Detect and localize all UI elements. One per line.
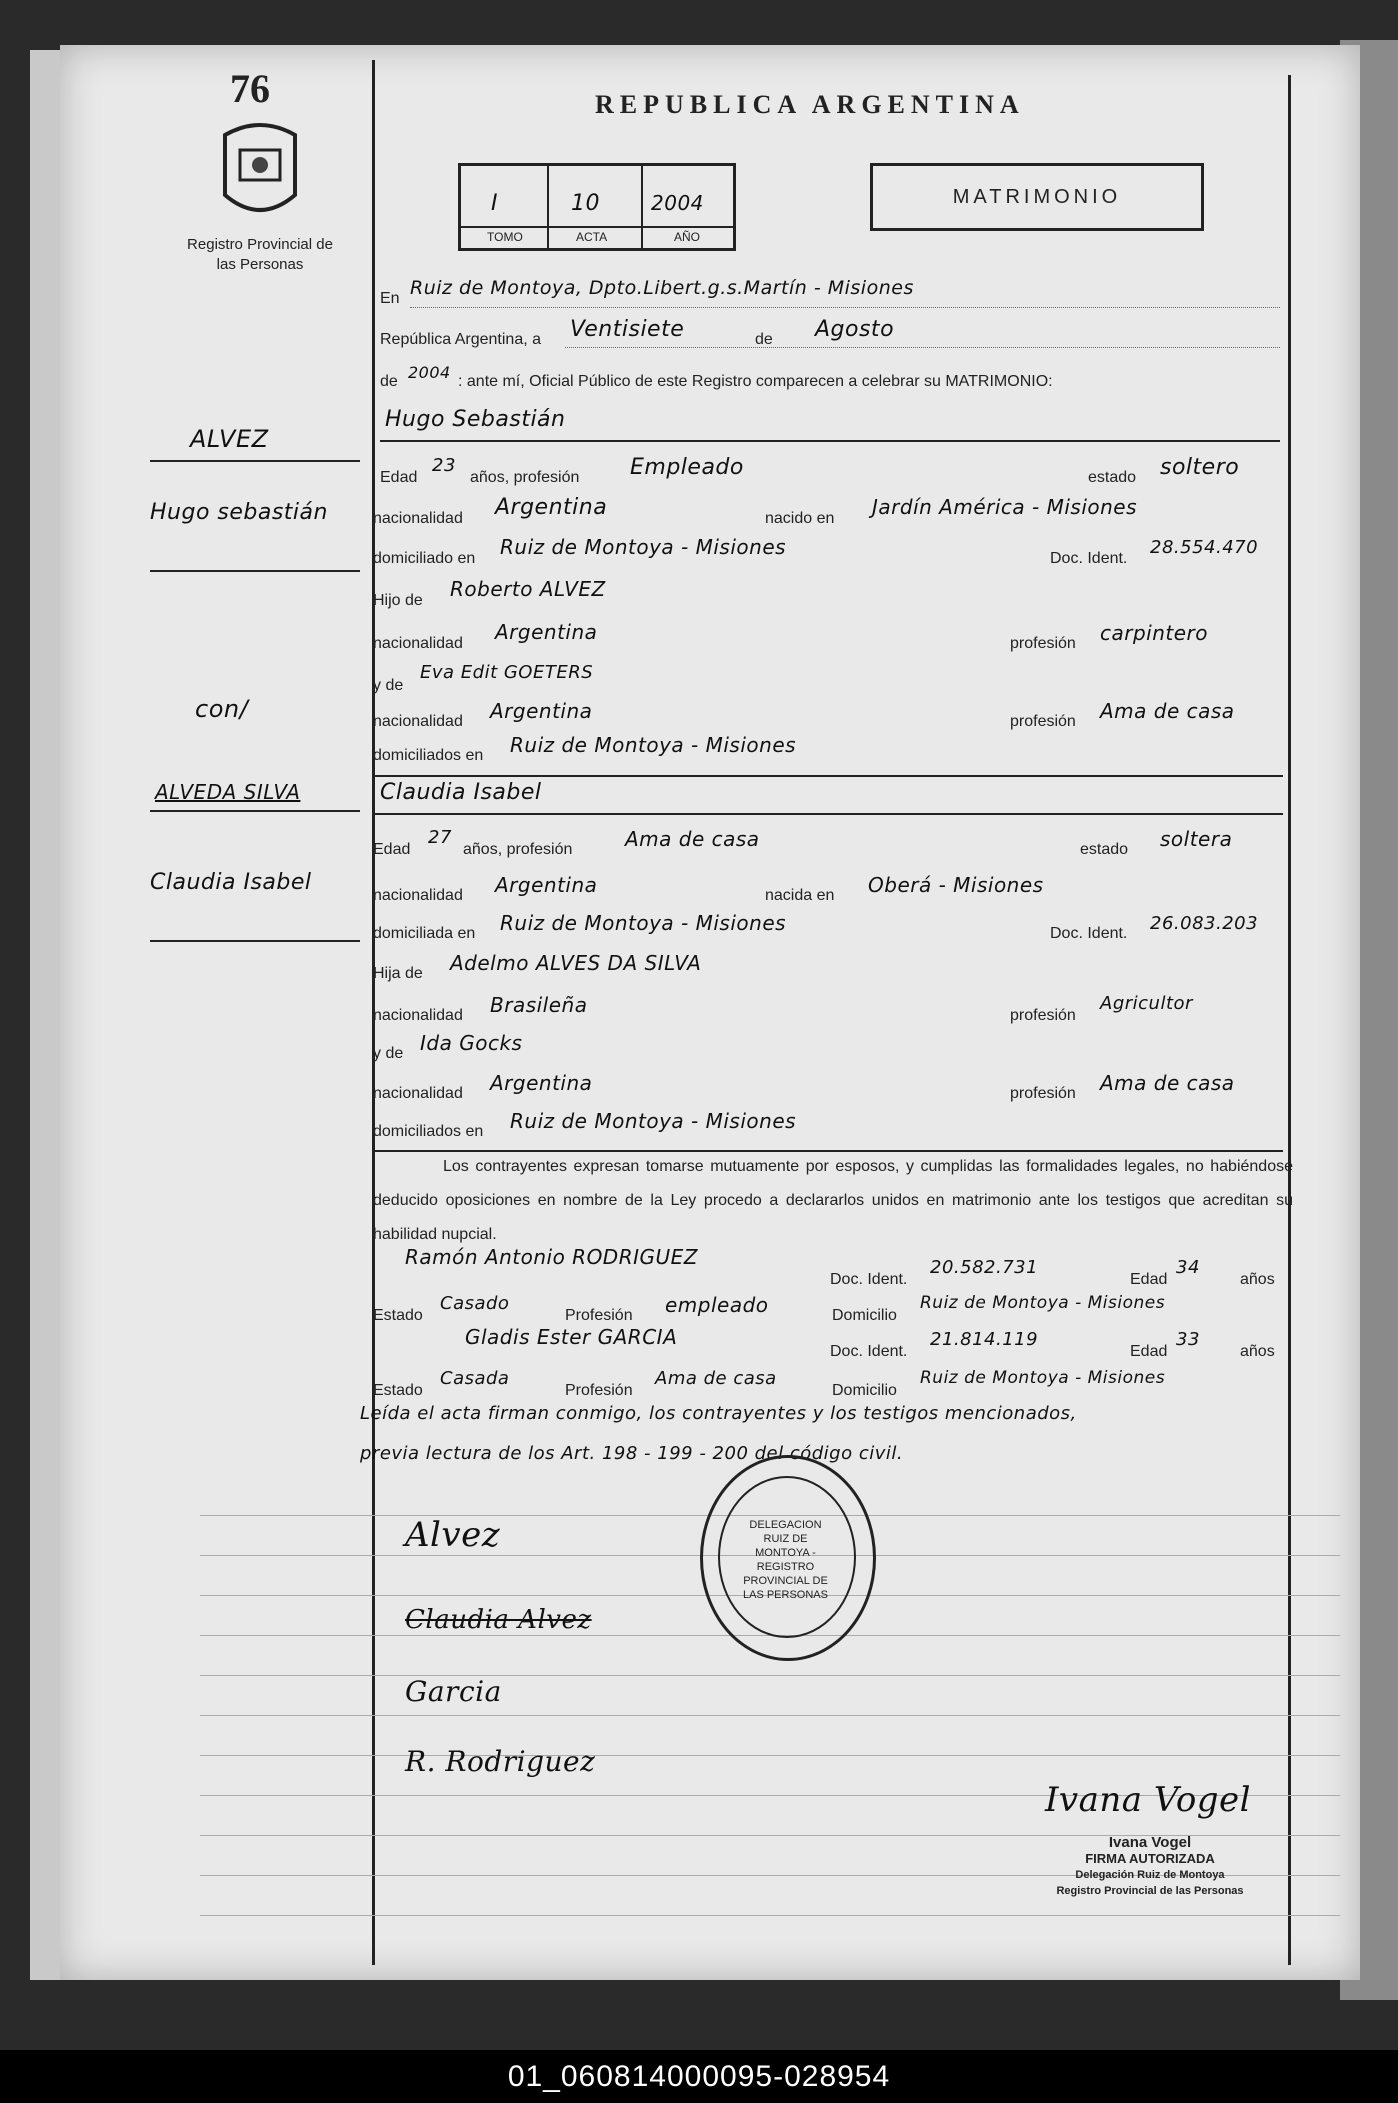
signature-official: Ivana Vogel — [1045, 1780, 1252, 1820]
bride-mother-prof: Ama de casa — [1100, 1071, 1235, 1095]
marriage-place: Ruiz de Montoya, Dpto.Libert.g.s.Martín - Misiones — [410, 277, 914, 299]
official-stamp — [1045, 1835, 1255, 1899]
groom-name: Hugo Sebastián — [385, 407, 566, 432]
acta-label: ACTA — [576, 230, 608, 244]
witness2-status: Casada — [440, 1368, 510, 1389]
groom-domicile: Ruiz de Montoya - Misiones — [500, 535, 787, 559]
tomo-value: I — [491, 191, 498, 216]
ano-value: 2004 — [651, 191, 704, 215]
witness1-status: Casado — [440, 1293, 510, 1314]
groom-mother: Eva Edit GOETERS — [420, 662, 594, 683]
republica-label: República Argentina, a — [380, 331, 541, 348]
witness1-profession: empleado — [665, 1293, 769, 1317]
intro-text: : ante mí, Oficial Público de este Registro comparecen a celebrar su MATRIMONIO: — [458, 373, 1053, 390]
acta-value: 10 — [571, 191, 600, 216]
signature-witness2: Garcia — [405, 1675, 502, 1708]
margin-groom-names: Hugo sebastián — [150, 500, 328, 525]
groom-father-prof: carpintero — [1100, 621, 1209, 645]
register-page: 76 Registro Provincial de las Personas REPUBLICA ARGENTINA I 10 2004 TOMO ACTA AÑO MATRIMONIO ALVEZ Hugo sebastián con/ ALVEDA SILVA Claudia Isabel En Ruiz de Montoya, Dpto.Libert.g.s.Martín - Misiones República Argentina, a Ventisiete de Agosto de 2004 : ante mí, Oficial Público de este Registro comparecen a celebrar su MATRIMONIO: Hugo Sebastián Edad 23 años, profesión Empleado estado soltero nacionalidad Argentina nacido en Jardín América - Misiones domiciliado en Ruiz de Montoya - Misiones Doc. Ident. 28.554.470 Hijo de Roberto ALVEZ nacionalidad Argentina profesión carpintero y de Eva Edit GOETERS nacionalidad Argentina profesión Ama de casa domiciliados en Ruiz de Montoya - Misiones Claudia Isabel Edad 27 años, profesión Ama de casa estado soltera nacionalidad Argentina nacida en Oberá - Misiones domiciliada en Ruiz de Montoya - Misiones Doc. Ident. 26.083.203 Hija de Adelmo ALVES DA SILVA nacionalidad Brasileña profesión Agricultor y de Ida Gocks nacionalidad Argentina profesión Ama de casa domiciliados en Ruiz de Montoya - Misiones Los contrayentes expresan tomarse mutuamente por esposos, y cumplidas las formalidades legales, no habiéndose deducido oposiciones en nombre de la Ley procedo a declararlos unidos en matrimonio ante los testigos que acreditan su habilidad nupcial. Ramón Antonio RODRIGUEZ Doc. Ident. 20.582.731 Edad 34 años Estado Casado Profesión empleado Domicilio Ruiz de Montoya - Misiones Gladis Ester GARCIA Doc. Ident. 21.814.119 Edad 33 años Estado Casada Profesión Ama de casa Domicilio Ruiz de Montoya - Misiones Leída el acta firman conmigo, los contrayentes y los testigos mencionados, previa lectura de los Art. 198 - 199 - 200 del código civil. DELEGACION RUIZ DE MONTOYA - REGISTRO PROVINCIAL DE LAS PERSONAS Alvez Claudia Alvez Garcia R. Rodriguez Ivana Vogel Ivana Vogel FIRMA AUTORIZADA Delegación Ruiz de Montoya Registro Provincial de las Personas — [60, 45, 1360, 1980]
header-title: REPUBLICA ARGENTINA — [595, 90, 1025, 119]
tomo-label: TOMO — [487, 230, 523, 244]
formal-text: Los contrayentes expresan tomarse mutuamente por esposos, y cumplidas las formalidades legales, no habiéndose deducido oposiciones en nombre de la Ley procedo a declararlos unidos en matrimonio ante los testigos que acreditan su habilidad nupcial. — [373, 1158, 1293, 1243]
footer-id: 01_060814000095-028954 — [0, 2050, 1398, 2103]
margin-bride-names: Claudia Isabel — [150, 870, 312, 895]
closing-line-1: Leída el acta firman conmigo, los contrayentes y los testigos mencionados, — [360, 1403, 1077, 1424]
signature-groom: Alvez — [405, 1515, 501, 1555]
marriage-month: Agosto — [815, 317, 895, 342]
seal-text: DELEGACION RUIZ DE MONTOYA - REGISTRO PROVINCIAL DE LAS PERSONAS — [743, 1519, 828, 1601]
official-seal — [700, 1455, 876, 1661]
witness2-age: 33 — [1176, 1329, 1200, 1350]
groom-mother-nat: Argentina — [490, 699, 593, 723]
registry-name: Registro Provincial de las Personas — [187, 236, 333, 273]
groom-nationality: Argentina — [495, 495, 608, 520]
groom-father-nat: Argentina — [495, 620, 598, 644]
tomo-acta-box — [458, 163, 736, 251]
bride-nationality: Argentina — [495, 873, 598, 897]
bride-father-prof: Agricultor — [1100, 993, 1193, 1014]
groom-father: Roberto ALVEZ — [450, 577, 606, 601]
en-label: En — [380, 290, 400, 307]
bride-father-nat: Brasileña — [490, 993, 588, 1017]
witness2-profession: Ama de casa — [655, 1368, 777, 1389]
groom-mother-prof: Ama de casa — [1100, 699, 1235, 723]
witness1-doc: 20.582.731 — [930, 1257, 1039, 1278]
witness1-age: 34 — [1176, 1257, 1200, 1278]
signature-witness1: R. Rodriguez — [405, 1745, 596, 1778]
bride-domicile: Ruiz de Montoya - Misiones — [500, 911, 787, 935]
margin-groom-surname: ALVEZ — [190, 425, 269, 453]
groom-profession: Empleado — [630, 455, 744, 480]
margin-con: con/ — [195, 695, 249, 723]
de2-label: de — [380, 373, 398, 390]
official-registry: Registro Provincial de las Personas — [1056, 1885, 1244, 1897]
witness2-domicile: Ruiz de Montoya - Misiones — [920, 1368, 1166, 1388]
official-name: Ivana Vogel — [1108, 1834, 1192, 1851]
groom-age: 23 — [432, 455, 456, 476]
bride-profession: Ama de casa — [625, 827, 760, 851]
bride-doc: 26.083.203 — [1150, 913, 1259, 934]
official-title: FIRMA AUTORIZADA — [1085, 1851, 1215, 1866]
bride-name: Claudia Isabel — [380, 780, 542, 805]
right-border — [1288, 75, 1291, 1965]
act-type-box: MATRIMONIO — [870, 163, 1204, 231]
signature-bride: Claudia Alvez — [405, 1605, 592, 1635]
groom-parents-dom: Ruiz de Montoya - Misiones — [510, 733, 797, 757]
bride-status: soltera — [1160, 827, 1233, 851]
margin-bride-surname: ALVEDA SILVA — [155, 780, 301, 804]
groom-birthplace: Jardín América - Misiones — [872, 495, 1138, 519]
closing-line-2: previa lectura de los Art. 198 - 199 - 200 del código civil. — [360, 1443, 904, 1464]
marriage-year: 2004 — [408, 363, 451, 382]
witness1-name: Ramón Antonio RODRIGUEZ — [405, 1245, 698, 1269]
ano-label: AÑO — [674, 230, 701, 244]
official-delegation: Delegación Ruiz de Montoya — [1075, 1869, 1225, 1881]
province-logo-icon — [215, 115, 305, 225]
bride-birthplace: Oberá - Misiones — [868, 873, 1044, 897]
witness2-name: Gladis Ester GARCIA — [465, 1325, 678, 1349]
marriage-day: Ventisiete — [570, 317, 685, 342]
bride-mother: Ida Gocks — [420, 1031, 523, 1055]
bride-father: Adelmo ALVES DA SILVA — [450, 951, 702, 975]
de-label: de — [755, 331, 773, 348]
bride-mother-nat: Argentina — [490, 1071, 593, 1095]
groom-doc: 28.554.470 — [1150, 537, 1259, 558]
groom-status: soltero — [1160, 455, 1240, 480]
witness1-domicile: Ruiz de Montoya - Misiones — [920, 1293, 1166, 1313]
witness2-doc: 21.814.119 — [930, 1329, 1039, 1350]
page-number: 76 — [230, 66, 270, 111]
bride-age: 27 — [428, 827, 452, 848]
bride-parents-dom: Ruiz de Montoya - Misiones — [510, 1109, 797, 1133]
